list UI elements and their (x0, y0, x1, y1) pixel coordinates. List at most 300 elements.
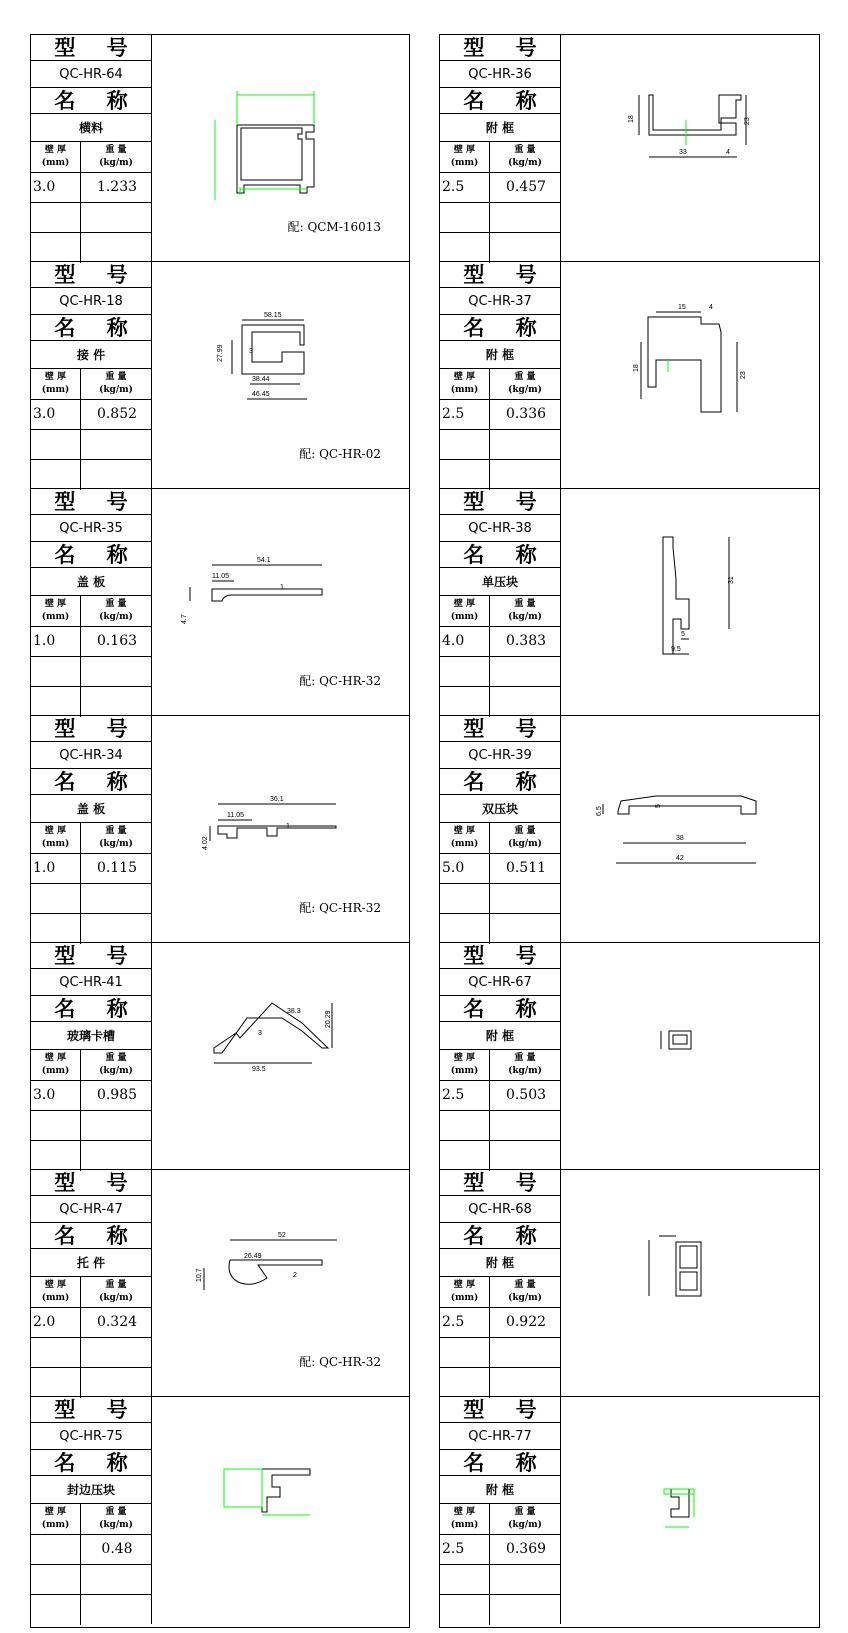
profile-drawing (152, 489, 409, 715)
blank-cell (490, 1565, 560, 1595)
profile-card-qc-hr-18 (31, 262, 409, 489)
blank-cell (31, 1565, 81, 1595)
thickness-header (440, 1504, 490, 1535)
profile-info (440, 489, 561, 715)
thickness-header (31, 369, 81, 400)
thickness-label: 壁 厚 (44, 1280, 67, 1290)
profile-drawing (152, 35, 409, 261)
blank-cell (81, 1368, 151, 1398)
thickness-header (31, 142, 81, 173)
dimension-label: 26.49 (244, 1253, 262, 1260)
blank-cell (81, 460, 151, 490)
profile-section-svg (152, 1397, 410, 1623)
thickness-header (440, 596, 490, 627)
thickness-value: 1.0 (31, 854, 81, 884)
name-label: 名 称 (440, 1223, 560, 1249)
profile-name: 附 框 (440, 1476, 560, 1504)
profile-info (31, 35, 152, 261)
model-number: QC-HR-75 (31, 1423, 151, 1450)
blank-cell (440, 884, 490, 914)
mating-note: 配: QC-HR-32 (299, 674, 381, 688)
profile-info (440, 1397, 561, 1624)
spec-grid (31, 1277, 151, 1398)
profile-name: 附 框 (440, 1022, 560, 1050)
model-number: QC-HR-67 (440, 969, 560, 996)
profile-drawing (561, 1397, 819, 1624)
profile-drawing (152, 943, 409, 1169)
profile-card-qc-hr-67 (440, 943, 819, 1170)
blank-cell (81, 203, 151, 233)
left-column (30, 34, 410, 1628)
profile-section-svg (152, 943, 410, 1169)
dimension-label: 15 (678, 304, 686, 311)
model-number: QC-HR-34 (31, 742, 151, 769)
profile-card-qc-hr-39 (440, 716, 819, 943)
spec-grid (440, 823, 560, 944)
weight-header (490, 369, 560, 400)
blank-cell (490, 203, 560, 233)
blank-cell (31, 1338, 81, 1368)
blank-cell (31, 460, 81, 490)
thickness-label: 壁 厚 (453, 145, 476, 155)
profile-section-svg (561, 35, 819, 261)
weight-unit: (kg/m) (508, 1520, 542, 1530)
dimension-label: 27.99 (217, 344, 224, 362)
dimension-label: 1 (286, 823, 290, 830)
type-label: 型 号 (440, 35, 560, 61)
weight-value: 0.922 (490, 1308, 560, 1338)
profile-name: 双压块 (440, 795, 560, 823)
blank-cell (490, 657, 560, 687)
profile-name: 玻璃卡槽 (31, 1022, 151, 1050)
thickness-unit: (mm) (450, 158, 479, 168)
type-label: 型 号 (440, 1170, 560, 1196)
weight-value: 0.115 (81, 854, 151, 884)
type-label: 型 号 (31, 1397, 151, 1423)
dimension-label: 31 (728, 576, 735, 584)
blank-cell (440, 687, 490, 717)
blank-cell (31, 233, 81, 263)
type-label: 型 号 (31, 489, 151, 515)
weight-label: 重 量 (105, 1507, 127, 1517)
name-label: 名 称 (31, 1450, 151, 1476)
thickness-value: 4.0 (440, 627, 490, 657)
name-label: 名 称 (440, 1450, 560, 1476)
weight-unit: (kg/m) (508, 612, 542, 622)
profile-card-qc-hr-68 (440, 1170, 819, 1397)
dimension-label: 46.45 (252, 391, 270, 398)
profile-card-qc-hr-35 (31, 489, 409, 716)
name-label: 名 称 (31, 315, 151, 341)
dimension-label: 20.29 (325, 1010, 332, 1028)
spec-grid (31, 1050, 151, 1171)
dimension-label: 18 (633, 364, 640, 372)
profile-info (31, 716, 152, 942)
type-label: 型 号 (440, 262, 560, 288)
model-number: QC-HR-38 (440, 515, 560, 542)
weight-header (81, 823, 151, 854)
profile-drawing (152, 1397, 409, 1624)
blank-cell (31, 1368, 81, 1398)
profile-section-svg (561, 943, 819, 1169)
weight-value: 0.852 (81, 400, 151, 430)
dimension-label: 38.3 (287, 1008, 301, 1015)
thickness-value: 2.0 (31, 1308, 81, 1338)
blank-cell (31, 657, 81, 687)
profile-card-qc-hr-41 (31, 943, 409, 1170)
profile-drawing (561, 262, 819, 488)
weight-unit: (kg/m) (508, 158, 542, 168)
dimension-label: 10.7 (196, 1268, 203, 1282)
spec-grid (440, 596, 560, 717)
thickness-header (440, 1050, 490, 1081)
spec-grid (31, 142, 151, 263)
dimension-label: 58.15 (264, 312, 282, 319)
profile-info (31, 262, 152, 488)
type-label: 型 号 (31, 262, 151, 288)
profile-card-qc-hr-37 (440, 262, 819, 489)
profile-name: 横料 (31, 114, 151, 142)
weight-value: 0.48 (81, 1535, 151, 1565)
profile-card-qc-hr-77 (440, 1397, 819, 1624)
weight-label: 重 量 (514, 1280, 536, 1290)
profile-name: 单压块 (440, 568, 560, 596)
weight-unit: (kg/m) (508, 1293, 542, 1303)
thickness-value: 2.5 (440, 173, 490, 203)
spec-grid (440, 369, 560, 490)
spec-grid (440, 1277, 560, 1398)
weight-label: 重 量 (514, 1053, 536, 1063)
thickness-header (440, 823, 490, 854)
blank-cell (31, 884, 81, 914)
blank-cell (490, 233, 560, 263)
dimension-label: 23 (744, 117, 751, 125)
blank-cell (31, 914, 81, 944)
profile-drawing (152, 1170, 409, 1396)
profile-section-svg (561, 489, 819, 715)
thickness-unit: (mm) (41, 1066, 70, 1076)
profile-info (440, 1170, 561, 1396)
blank-cell (31, 1141, 81, 1171)
blank-cell (31, 430, 81, 460)
thickness-header (31, 596, 81, 627)
weight-unit: (kg/m) (99, 1066, 133, 1076)
blank-cell (440, 1111, 490, 1141)
profile-card-qc-hr-64 (31, 35, 409, 262)
profile-info (31, 1397, 152, 1624)
right-column (439, 34, 820, 1628)
profile-card-qc-hr-38 (440, 489, 819, 716)
type-label: 型 号 (31, 716, 151, 742)
dimension-label: 11.05 (227, 812, 244, 819)
thickness-header (31, 823, 81, 854)
weight-value: 0.511 (490, 854, 560, 884)
blank-cell (81, 914, 151, 944)
blank-cell (440, 460, 490, 490)
blank-cell (440, 1141, 490, 1171)
thickness-unit: (mm) (41, 839, 70, 849)
blank-cell (490, 1595, 560, 1625)
thickness-value: 2.5 (440, 1081, 490, 1111)
weight-header (81, 142, 151, 173)
model-number: QC-HR-36 (440, 61, 560, 88)
blank-cell (490, 884, 560, 914)
model-number: QC-HR-68 (440, 1196, 560, 1223)
blank-cell (81, 1141, 151, 1171)
weight-header (490, 1277, 560, 1308)
thickness-header (31, 1050, 81, 1081)
profile-info (440, 943, 561, 1169)
weight-label: 重 量 (105, 372, 127, 382)
blank-cell (440, 914, 490, 944)
thickness-unit: (mm) (41, 158, 70, 168)
weight-value: 0.503 (490, 1081, 560, 1111)
blank-cell (31, 687, 81, 717)
blank-cell (81, 687, 151, 717)
weight-value: 0.324 (81, 1308, 151, 1338)
weight-label: 重 量 (514, 372, 536, 382)
thickness-label: 壁 厚 (453, 1507, 476, 1517)
thickness-header (440, 369, 490, 400)
name-label: 名 称 (440, 315, 560, 341)
blank-cell (81, 657, 151, 687)
thickness-label: 壁 厚 (44, 145, 67, 155)
thickness-value: 1.0 (31, 627, 81, 657)
thickness-header (31, 1504, 81, 1535)
profile-name: 附 框 (440, 341, 560, 369)
profile-card-qc-hr-36 (440, 35, 819, 262)
thickness-header (440, 142, 490, 173)
profile-info (31, 943, 152, 1169)
profile-section-svg (561, 716, 819, 942)
weight-value: 1.233 (81, 173, 151, 203)
blank-cell (490, 1111, 560, 1141)
profile-card-qc-hr-75 (31, 1397, 409, 1624)
profile-card-qc-hr-47 (31, 1170, 409, 1397)
weight-header (490, 142, 560, 173)
weight-header (490, 596, 560, 627)
thickness-unit: (mm) (450, 1066, 479, 1076)
dimension-label: 42 (676, 855, 684, 862)
weight-value: 0.383 (490, 627, 560, 657)
model-number: QC-HR-64 (31, 61, 151, 88)
profile-drawing (152, 262, 409, 488)
model-number: QC-HR-47 (31, 1196, 151, 1223)
profile-name: 托 件 (31, 1249, 151, 1277)
weight-label: 重 量 (105, 1280, 127, 1290)
spec-grid (31, 1504, 151, 1625)
type-label: 型 号 (31, 1170, 151, 1196)
thickness-label: 壁 厚 (453, 1280, 476, 1290)
weight-header (81, 369, 151, 400)
dimension-label: 4 (726, 149, 730, 156)
dimension-label: 9.5 (671, 646, 681, 653)
mating-note: 配: QC-HR-02 (299, 447, 381, 461)
dimension-label: 33 (679, 149, 687, 156)
dimension-label: 23 (740, 371, 747, 379)
dimension-label: 11.05 (212, 573, 229, 580)
profile-name: 附 框 (440, 1249, 560, 1277)
blank-cell (490, 1368, 560, 1398)
profile-name: 盖 板 (31, 795, 151, 823)
profile-name: 盖 板 (31, 568, 151, 596)
model-number: QC-HR-39 (440, 742, 560, 769)
thickness-label: 壁 厚 (44, 826, 67, 836)
weight-unit: (kg/m) (99, 839, 133, 849)
dimension-label: 38.44 (252, 376, 270, 383)
weight-unit: (kg/m) (99, 1520, 133, 1530)
dimension-label: 3 (258, 1030, 262, 1037)
thickness-unit: (mm) (450, 1293, 479, 1303)
blank-cell (81, 430, 151, 460)
thickness-label: 壁 厚 (44, 372, 67, 382)
thickness-value: 3.0 (31, 400, 81, 430)
weight-label: 重 量 (105, 1053, 127, 1063)
weight-label: 重 量 (514, 826, 536, 836)
blank-cell (440, 233, 490, 263)
blank-cell (440, 203, 490, 233)
weight-label: 重 量 (514, 1507, 536, 1517)
dimension-label: 18 (628, 115, 635, 123)
dimension-label: 52 (278, 1232, 286, 1239)
weight-header (81, 1277, 151, 1308)
dimension-label: 4 (709, 304, 713, 311)
weight-header (490, 1050, 560, 1081)
name-label: 名 称 (440, 88, 560, 114)
weight-unit: (kg/m) (508, 1066, 542, 1076)
blank-cell (440, 1595, 490, 1625)
thickness-header (440, 1277, 490, 1308)
weight-header (81, 1504, 151, 1535)
weight-header (490, 1504, 560, 1535)
thickness-label: 壁 厚 (453, 1053, 476, 1063)
type-label: 型 号 (440, 489, 560, 515)
thickness-value: 3.0 (31, 173, 81, 203)
spec-grid (440, 1504, 560, 1625)
blank-cell (31, 203, 81, 233)
name-label: 名 称 (31, 542, 151, 568)
profile-section-svg (561, 1170, 819, 1396)
profile-name: 封边压块 (31, 1476, 151, 1504)
blank-cell (490, 914, 560, 944)
thickness-unit: (mm) (450, 1520, 479, 1530)
name-label: 名 称 (31, 1223, 151, 1249)
dimension-label: 1 (280, 584, 284, 591)
weight-label: 重 量 (514, 599, 536, 609)
thickness-value: 5.0 (440, 854, 490, 884)
dimension-label: 3 (249, 348, 253, 355)
mating-note: 配: QC-HR-32 (299, 901, 381, 915)
blank-cell (490, 687, 560, 717)
dimension-label: 36.1 (270, 796, 284, 803)
profile-info (440, 262, 561, 488)
type-label: 型 号 (31, 943, 151, 969)
thickness-unit: (mm) (41, 385, 70, 395)
weight-value: 0.336 (490, 400, 560, 430)
blank-cell (31, 1111, 81, 1141)
name-label: 名 称 (440, 542, 560, 568)
weight-unit: (kg/m) (99, 612, 133, 622)
profile-name: 接 件 (31, 341, 151, 369)
profile-drawing (152, 716, 409, 942)
blank-cell (440, 1565, 490, 1595)
weight-label: 重 量 (105, 599, 127, 609)
weight-unit: (kg/m) (508, 385, 542, 395)
thickness-unit: (mm) (450, 839, 479, 849)
profile-drawing (561, 35, 819, 261)
name-label: 名 称 (440, 769, 560, 795)
dimension-label: 2 (293, 1272, 297, 1279)
profile-info (440, 716, 561, 942)
blank-cell (81, 1565, 151, 1595)
profile-card-qc-hr-34 (31, 716, 409, 943)
weight-label: 重 量 (105, 145, 127, 155)
spec-grid (31, 823, 151, 944)
dimension-label: 4.02 (202, 836, 209, 850)
dimension-label: 93.5 (252, 1066, 266, 1073)
spec-grid (31, 596, 151, 717)
dimension-label: 5 (681, 631, 685, 638)
blank-cell (440, 1338, 490, 1368)
thickness-label: 壁 厚 (453, 599, 476, 609)
blank-cell (81, 1111, 151, 1141)
dimension-label: 54.1 (257, 557, 271, 564)
blank-cell (81, 1595, 151, 1625)
model-number: QC-HR-35 (31, 515, 151, 542)
thickness-label: 壁 厚 (44, 599, 67, 609)
weight-value: 0.163 (81, 627, 151, 657)
name-label: 名 称 (440, 996, 560, 1022)
profile-name: 附 框 (440, 114, 560, 142)
blank-cell (490, 1338, 560, 1368)
name-label: 名 称 (31, 88, 151, 114)
name-label: 名 称 (31, 996, 151, 1022)
model-number: QC-HR-37 (440, 288, 560, 315)
thickness-value: 3.0 (31, 1081, 81, 1111)
dimension-label: 6.5 (596, 806, 603, 816)
blank-cell (31, 1595, 81, 1625)
thickness-label: 壁 厚 (44, 1053, 67, 1063)
profile-section-svg (561, 262, 819, 488)
profile-info (440, 35, 561, 261)
mating-note: 配: QC-HR-32 (299, 1355, 381, 1369)
weight-header (81, 1050, 151, 1081)
weight-unit: (kg/m) (99, 1293, 133, 1303)
blank-cell (440, 1368, 490, 1398)
thickness-value: 2.5 (440, 1308, 490, 1338)
blank-cell (490, 460, 560, 490)
weight-unit: (kg/m) (99, 158, 133, 168)
weight-value: 0.457 (490, 173, 560, 203)
thickness-header (31, 1277, 81, 1308)
blank-cell (440, 430, 490, 460)
profile-info (31, 489, 152, 715)
model-number: QC-HR-18 (31, 288, 151, 315)
thickness-unit: (mm) (41, 1520, 70, 1530)
blank-cell (81, 1338, 151, 1368)
profile-info (31, 1170, 152, 1396)
thickness-value (31, 1535, 81, 1565)
model-number: QC-HR-41 (31, 969, 151, 996)
profile-drawing (561, 1170, 819, 1396)
blank-cell (490, 430, 560, 460)
weight-unit: (kg/m) (508, 839, 542, 849)
type-label: 型 号 (440, 1397, 560, 1423)
dimension-label: 4.7 (181, 614, 188, 624)
spec-grid (440, 142, 560, 263)
model-number: QC-HR-77 (440, 1423, 560, 1450)
mating-note: 配: QCM-16013 (287, 220, 381, 234)
